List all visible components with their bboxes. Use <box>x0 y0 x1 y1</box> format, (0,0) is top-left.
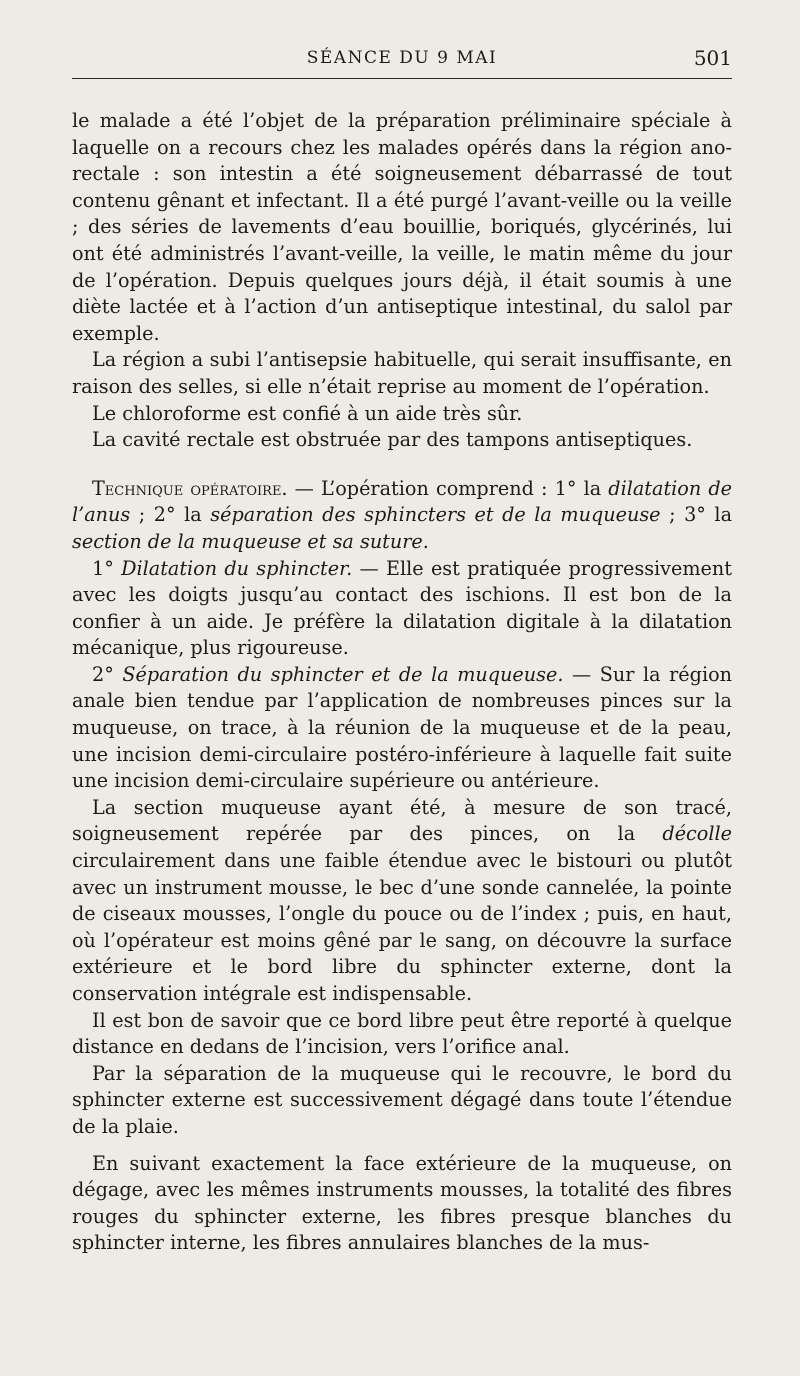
section-heading: Technique opératoire. <box>92 476 288 500</box>
paragraph-5 <box>72 476 732 556</box>
body-text <box>72 108 732 1257</box>
paragraph-8 <box>72 795 732 1008</box>
paragraph-10: Par la séparation de la muqueuse qui le recouvre, le bord du sphincter externe est successivement dégagé dans toute l’étendue de la plaie. <box>72 1061 732 1138</box>
italic-run: décolle <box>662 822 732 846</box>
paragraph-3: Le chloroforme est confié à un aide très sûr. <box>92 401 523 425</box>
paragraph-7 <box>72 662 732 795</box>
paragraph-2: La région a subi l’antisepsie habituelle, qui serait insuffisante, en raison des selles, si elle n’était reprise au moment de l’opération. <box>72 348 732 398</box>
italic-run: séparation des sphincters et de la muqueuse <box>210 503 661 527</box>
italic-run: dilatation de l’anus <box>72 476 732 527</box>
step-title: Dilatation du sphincter. <box>121 556 353 580</box>
paragraph-4: La cavité rectale est obstruée par des tampons antiseptiques. <box>92 428 693 452</box>
page-number: 501 <box>693 46 732 70</box>
paragraph-1: le malade a été l’objet de la préparation préliminaire spéciale à laquelle on a recours chez les malades opérés dans la région ano-rectale : son intestin a été soigneusement débarrassé de tout contenu gênant et infectant. Il a été purgé l’avant-veille ou la veille ; des séries de lavements d’eau bouillie, boriqués, glycérinés, lui ont été administrés l’avant-veille, la veille, le matin même du jour de l’opération. Depuis quelques jours déjà, il était soumis à une diète lactée et à l’action d’un antiseptique intestinal, du salol par exemple. <box>72 109 732 345</box>
paragraph-9: Il est bon de savoir que ce bord libre peut être reporté à quelque distance en dedans de l’incision, vers l’orifice anal. <box>72 1008 732 1059</box>
paragraph-6 <box>72 556 732 662</box>
text-run: La section muqueuse ayant été, à mesure de son tracé, soigneusement repérée par des pinces, on la <box>72 795 732 846</box>
text-run: — L’opération comprend : 1° la <box>287 476 609 500</box>
paragraph-11: En suivant exactement la face extérieure de la muqueuse, on dégage, avec les mêmes instruments mousses, la totalité des fibres rouges du sphincter externe, les fibres presque blanches du sphincter interne, les fibres annulaires blanches de la mus- <box>72 1151 732 1255</box>
text-run: ; 2° la <box>130 503 211 527</box>
step-title: Séparation du sphincter et de la muqueuse. <box>122 662 564 686</box>
page-header <box>72 44 732 79</box>
italic-run: section de la muqueuse et sa suture. <box>72 529 429 553</box>
running-title: SÉANCE DU 9 MAI <box>306 48 498 68</box>
text-run: circulairement dans une faible étendue avec le bistouri ou plutôt avec un instrument mousse, le bec d’une sonde cannelée, la pointe de ciseaux mousses, l’ongle du pouce ou de l’index ; puis, en haut, où l’opérateur est moins gêné par le sang, on découvre la surface extérieure et le bord libre du sphincter externe, dont la conservation intégrale est indispensable. <box>72 849 732 1005</box>
text-run: — Sur la région anale bien tendue par l’application de nombreuses pinces sur la muqueuse, on trace, à la réunion de la muqueuse et de la peau, une incision demi-circulaire postéro-inférieure à laquelle fait suite une incision demi-circulaire supérieure ou antérieure. <box>72 662 732 793</box>
step-number: 1° <box>92 556 122 580</box>
text-run: — Elle est pratiquée progressivement avec les doigts jusqu’au contact des ischions. Il est bon de la confier à un aide. Je préfère la dilatation digitale à la dilatation mécanique, plus rigoureuse. <box>72 556 732 660</box>
text-run: ; 3° la <box>660 503 733 527</box>
step-number: 2° <box>92 662 123 686</box>
